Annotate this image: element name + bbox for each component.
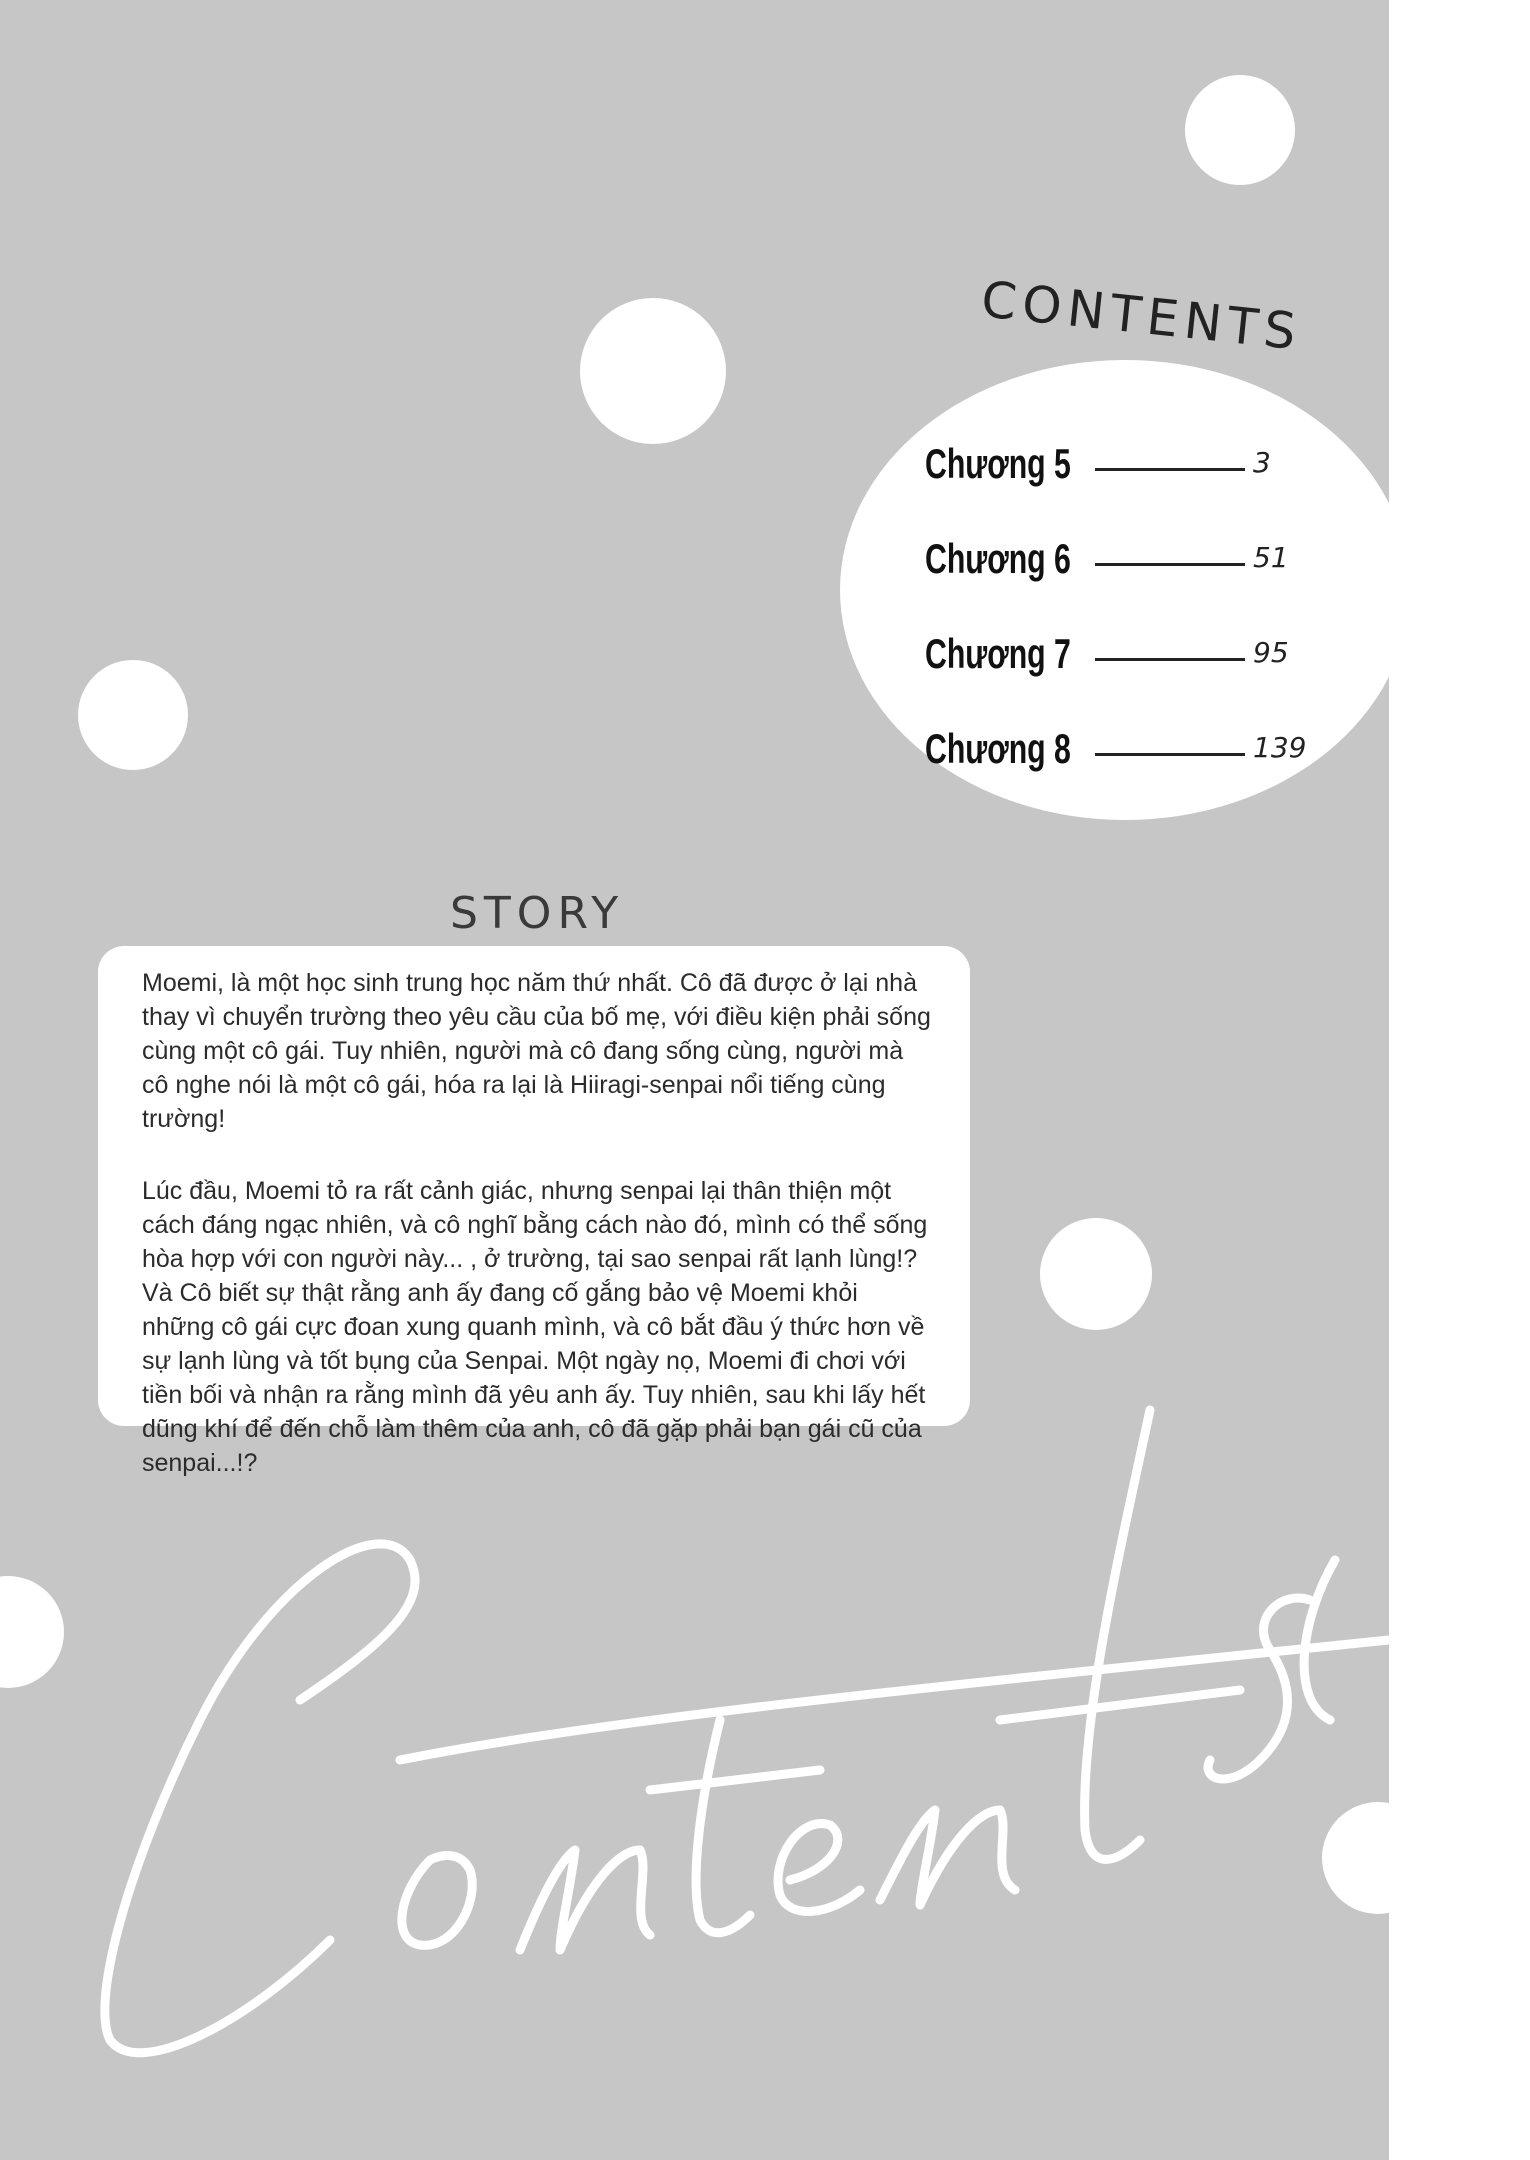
story-box xyxy=(98,946,970,1477)
toc-leader-line xyxy=(1095,468,1245,471)
story-paragraph: Lúc đầu, Moemi tỏ ra rất cảnh giác, nhưng senpai lại thân thiện một cách đáng ngạc nhiên, và cô nghĩ bằng cách nào đó, mình có thể sống hòa hợp với con người này... , ở trường, tại sao senpai rất lạnh lùng!? Và Cô biết sự thật rằng anh ấy đang cố gắng bảo vệ Moemi khỏi những cô gái cực đoan xung quanh mình, và cô bắt đầu ý thức hơn về sự lạnh lùng và tốt bụng của Senpai. Một ngày nọ, Moemi đi chơi với tiền bối và nhận ra rằng mình đã yêu anh ấy. Tuy nhiên, sau khi lấy hết dũng khí để đến chỗ làm thêm của anh, cô đã gặp phải bạn gái cũ của senpai...!? xyxy=(142,1177,928,1477)
toc-entry[interactable] xyxy=(925,725,1365,785)
toc-chapter-label: Chương 6 xyxy=(925,535,1071,582)
contents-title: CONTENTS xyxy=(978,270,1305,362)
toc-page-number: 95 xyxy=(1253,636,1289,669)
toc-chapter-label: Chương 8 xyxy=(925,725,1071,772)
toc-leader-line xyxy=(1095,658,1245,661)
toc-page-number: 139 xyxy=(1253,731,1307,764)
toc-page-number: 51 xyxy=(1253,541,1289,574)
toc-entry[interactable] xyxy=(925,630,1365,690)
toc-leader-line xyxy=(1095,563,1245,566)
story-paragraph: Moemi, là một học sinh trung học năm thứ nhất. Cô đã được ở lại nhà thay vì chuyển trường theo yêu cầu của bố mẹ, với điều kiện phải sống cùng một cô gái. Tuy nhiên, người mà cô đang sống cùng, người mà cô nghe nói là một cô gái, hóa ra lại là Hiiragi-senpai nổi tiếng cùng trường! xyxy=(142,969,931,1133)
toc-page-number: 3 xyxy=(1253,446,1271,479)
toc-leader-line xyxy=(1095,753,1245,756)
toc-entry[interactable] xyxy=(925,440,1365,500)
toc-entry[interactable] xyxy=(925,535,1365,595)
toc-chapter-label: Chương 5 xyxy=(925,440,1071,487)
toc-chapter-label: Chương 7 xyxy=(925,630,1071,677)
story-heading: STORY xyxy=(450,888,625,939)
